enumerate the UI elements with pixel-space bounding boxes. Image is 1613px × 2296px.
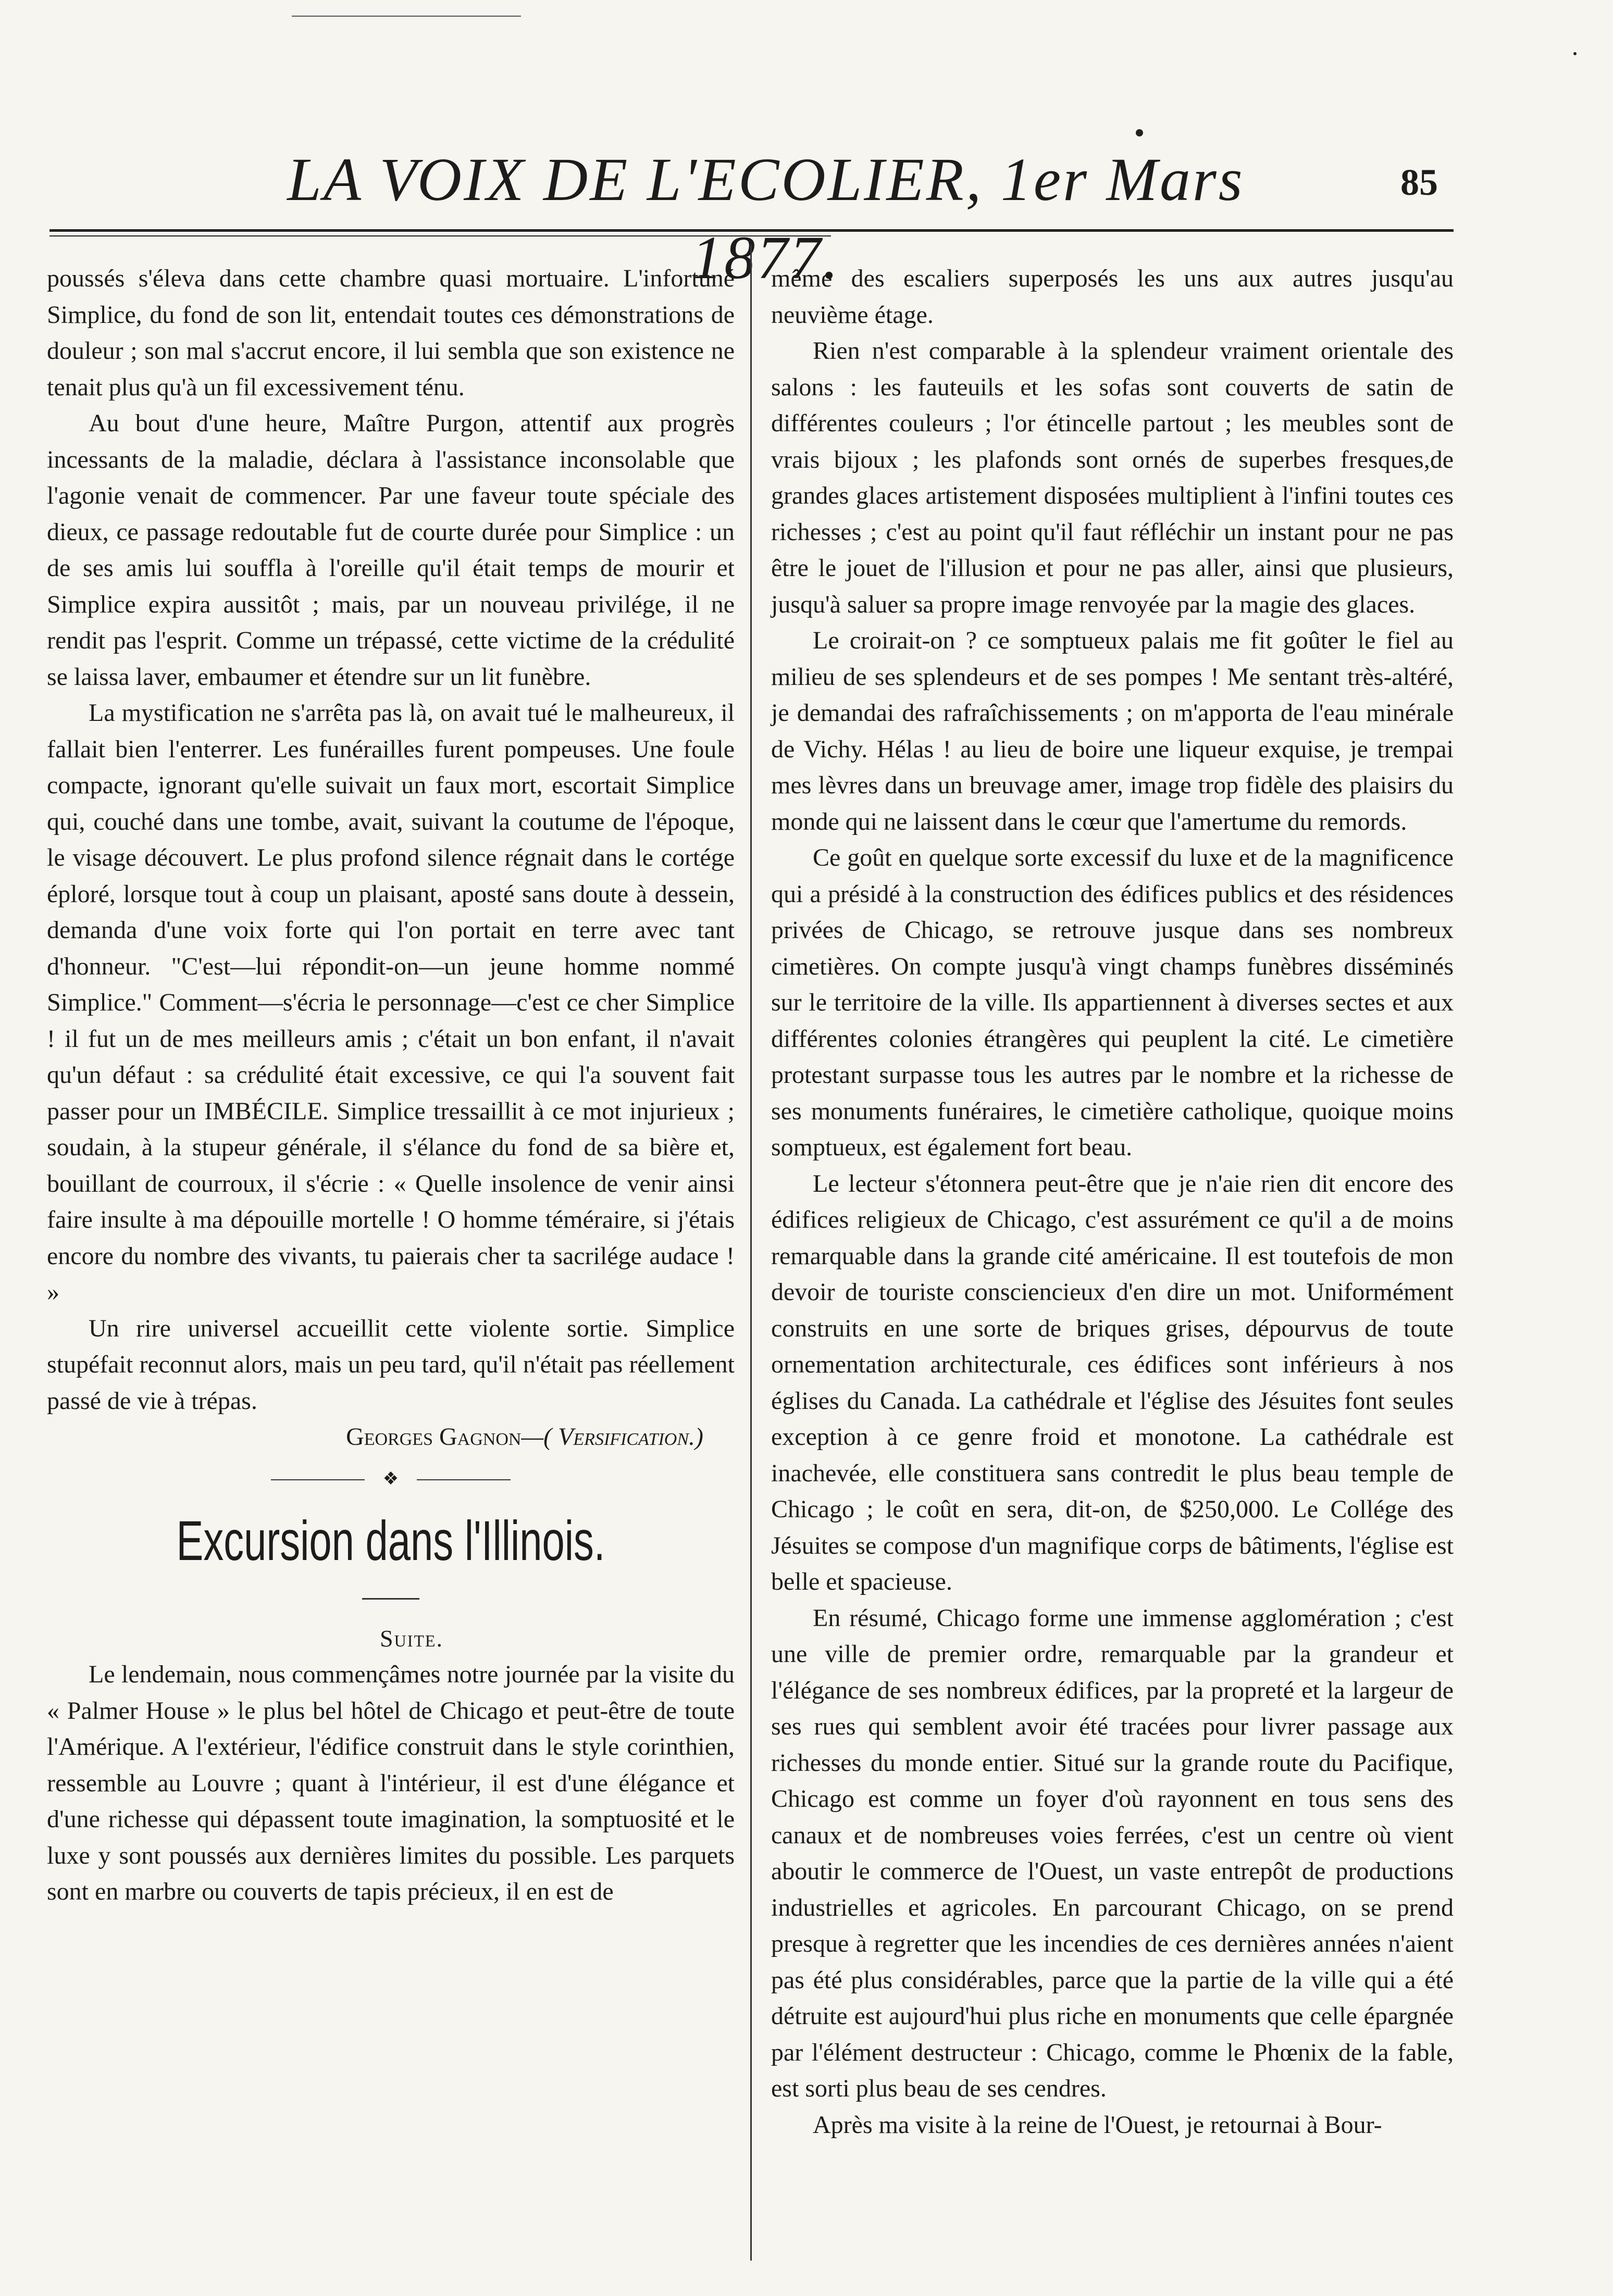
paragraph: Un rire universel accueillit cette violente sortie. Simplice stupéfait reconnut alors, mais un peu tard, qu'il n'était pas réellement passé de vie à trépas. xyxy=(47,1314,735,1415)
paragraph: En résumé, Chicago forme une immense agglomération ; c'est une ville de premier ordre, remarquable par la grandeur et l'élégance de ses nombreux édifices, par la propreté et la largeur de ses rues qui semblent avoir été tracées pour livrer passage aux richesses du monde entier. Situé sur la grande route du Pacifique, Chicago est comme un foyer d'où rayonnent en tous sens des canaux et de nombreuses voies ferrées, c'est un centre où vient aboutir le commerce de l'Ouest, un vaste entrepôt de productions industrielles et agricoles. En parcourant Chicago, on se prend presque à regretter que les incendies de ces dernières années n'aient pas été plus considérables, parce que la partie de la ville qui a été détruite est aujourd'hui plus riche en monuments que celle épargnée par l'élément destructeur : Chicago, comme le Phœnix de la fable, est sorti plus beau de ses cendres. xyxy=(771,1604,1454,2102)
ink-speck xyxy=(1136,129,1143,136)
ornament-icon: ❖ xyxy=(382,1469,399,1489)
paragraph: Ce goût en quelque sorte excessif du luxe et de la magnificence qui a présidé à la construction des édifices publics et des résidences privées de Chicago, se retrouve jusque dans ses nombreux cimetières. On compte jusqu'à vingt champs funèbres disséminés sur le territoire de la ville. Ils appartiennent à diverses sectes et aux différentes colonies étrangères qui peuplent la cité. Le cimetière protestant surpasse tous les autres par le nombre et la richesse de ses monuments funéraires, le cimetière catholique, quoique moins somptueux, est également fort beau. xyxy=(771,844,1454,1161)
page-header xyxy=(47,141,1454,292)
header-rule-thin xyxy=(49,235,831,236)
paragraph: La mystification ne s'arrêta pas là, on avait tué le malheureux, il fallait bien l'enterrer. Les funérailles furent pompeuses. Une foule compacte, ignorant qu'elle suivait un faux mort, escortait Simplice qui, couché dans une tombe, avait, suivant la coutume de l'époque, le visage découvert. Le plus profond silence régnait dans le cortége éploré, lorsque tout à coup un plaisant, aposté sans doute à dessein, demanda d'une voix forte qui l'on portait en terre avec tant d'honneur. "C'est—lui répondit-on—un jeune homme nommé Simplice." Comment—s'écria le personnage—c'est ce cher Simplice ! il fut un de mes meilleurs amis ; c'était un bon enfant, il n'avait qu'un défaut : sa crédulité était excessive, ce qui l'a souvent fait passer pour un IMBÉCILE. Simplice tressaillit à ce mot injurieux ; soudain, à la stupeur générale, il s'élance du fond de sa bière et, bouillant de courroux, il s'écrie : « Quelle insolence de venir ainsi faire insulte à ma dépouille mortelle ! O homme téméraire, si j'étais encore du nombre des vivants, tu paierais cher ta sacrilége audace ! » xyxy=(47,699,735,1306)
header-rule xyxy=(49,229,1454,232)
section-rule xyxy=(362,1598,419,1600)
right-column xyxy=(771,260,1454,2143)
paragraph: Le lecteur s'étonnera peut-être que je n'aie rien dit encore des édifices religieux de Chicago, c'est assurément ce qu'il a de moins remarquable dans la grande cité américaine. Il est toutefois de mon devoir de touriste consciencieux d'en dire un mot. Uniformément construits en une sorte de briques grises, dépourvus de toute ornementation architecturale, ces édifices sont inférieurs à nos églises du Canada. La cathédrale et l'église des Jésuites font seules exception à ce genre froid et monotone. La cathédrale est inachevée, elle constituera sans contredit le plus beau temple de Chicago ; le coût en sera, dit-on, de $250,000. Le Collége des Jésuites se compose d'un magnifique corps de bâtiments, l'église est belle et spacieuse. xyxy=(771,1169,1454,1595)
paragraph: Au bout d'une heure, Maître Purgon, attentif aux progrès incessants de la maladie, déclara à l'assistance inconsolable que l'agonie venait de commencer. Par une faveur toute spéciale des dieux, ce passage redoutable fut de courte durée pour Simplice : un de ses amis lui souffla à l'oreille qu'il était temps de mourir et Simplice expira aussitôt ; mais, par un nouveau privilége, il ne rendit pas l'esprit. Comme un trépassé, cette victime de la crédulité se laissa laver, embaumer et étendre sur un lit funèbre. xyxy=(47,409,735,691)
paragraph: poussés s'éleva dans cette chambre quasi mortuaire. L'infortuné Simplice, du fond de son lit, entendait toutes ces démonstrations de douleur ; son mal s'accrut encore, il lui sembla que son existence ne tenait plus qu'à un fil excessivement ténu. xyxy=(47,265,735,401)
signature xyxy=(47,1419,735,1455)
column-divider xyxy=(750,245,752,2261)
top-rule xyxy=(292,16,521,17)
paragraph: Après ma visite à la reine de l'Ouest, je retournai à Bour- xyxy=(813,2111,1382,2139)
signature-note: —( Versification.) xyxy=(521,1423,703,1451)
section-title: Excursion dans l'Illinois. xyxy=(176,1508,605,1572)
paragraph: même des escaliers superposés les uns aux autres jusqu'au neuvième étage. xyxy=(771,265,1454,329)
signature-name: Georges Gagnon xyxy=(346,1423,522,1451)
ornament-divider xyxy=(271,1469,511,1489)
paragraph: Le croirait-on ? ce somptueux palais me fit goûter le fiel au milieu de ses splendeurs et de ses pompes ! Me sentant très-altéré, je demandai des rafraîchissements ; on m'apporta de l'eau minérale de Vichy. Hélas ! au lieu de boire une liqueur exquise, je trempai mes lèvres dans un breuvage amer, image trop fidèle des plaisirs du monde qui ne laissent dans le cœur que l'amertume du remords. xyxy=(771,627,1454,835)
page-number: 85 xyxy=(1400,161,1438,203)
paragraph: Le lendemain, nous commençâmes notre journée par la visite du « Palmer House » le plus bel hôtel de Chicago et peut-être de toute l'Amérique. A l'extérieur, l'édifice construit dans le style corinthien, ressemble au Louvre ; quant à l'intérieur, il est d'une élégance et d'une richesse qui dépassent toute imagination, la somptuosité et le luxe y sont poussés aux dernières limites du possible. Les parquets sont en marbre ou couverts de tapis précieux, il en est de xyxy=(47,1661,735,1905)
ink-speck xyxy=(1573,52,1577,55)
section-subtitle: Suite. xyxy=(380,1625,443,1652)
left-column xyxy=(47,260,735,1910)
page-title: LA VOIX DE L'ECOLIER, 1er Mars 1877. xyxy=(287,145,1245,292)
paragraph: Rien n'est comparable à la splendeur vraiment orientale des salons : les fauteuils et les sofas sont couverts de satin de différentes couleurs ; l'or étincelle partout ; les meubles sont de vrais bijoux ; les plafonds sont ornés de superbes fresques,de grandes glaces artistement disposées multiplient à l'infini toutes ces richesses ; c'est au point qu'il faut réfléchir un instant pour ne pas être le jouet de l'illusion et pour ne pas aller, ainsi que plusieurs, jusqu'à saluer sa propre image renvoyée par la magie des glaces. xyxy=(771,337,1454,618)
